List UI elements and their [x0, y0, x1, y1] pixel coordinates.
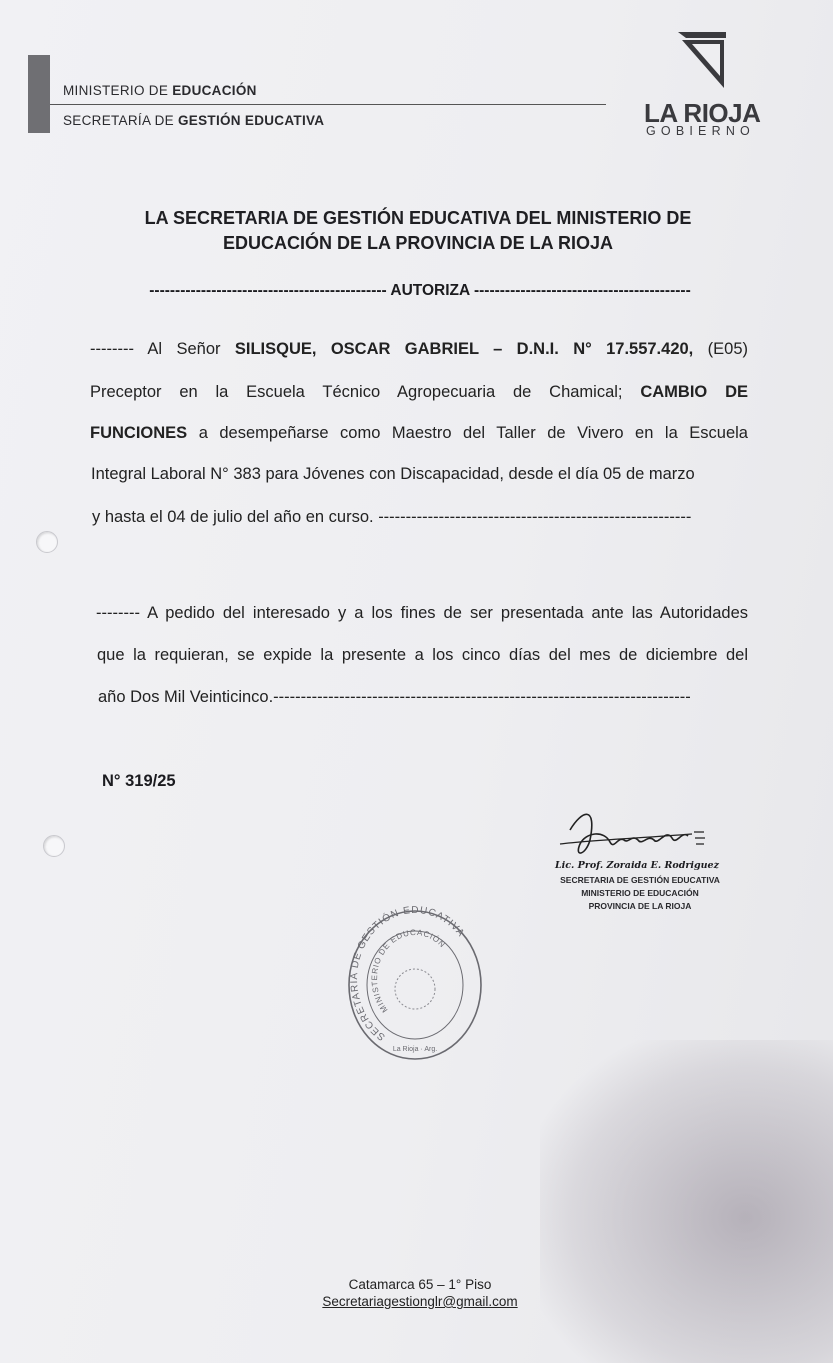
svg-text:MINISTERIO DE EDUCACIÓN: MINISTERIO DE EDUCACIÓN: [369, 927, 448, 1015]
para1-line-4: Integral Laboral N° 383 para Jóvenes con Discapacidad, desde el día 05 de marzo: [91, 465, 695, 483]
para2-line-1: [96, 604, 748, 623]
secretary-bold: GESTIÓN EDUCATIVA: [178, 113, 325, 128]
header-divider: [50, 104, 606, 105]
signatory-role-1: SECRETARIA DE GESTIÓN EDUCATIVA: [560, 875, 720, 885]
punch-hole-top: [36, 531, 58, 553]
para1-line-2: [90, 383, 748, 402]
title-line-2: EDUCACIÓN DE LA PROVINCIA DE LA RIOJA: [222, 233, 614, 253]
para2-l1: -------- A pedido del interesado y a los fines de ser presentada ante las Autoridades: [96, 604, 748, 622]
autoriza-right-dashes: ------------------------------------------: [473, 282, 691, 299]
secretary-prefix: SECRETARÍA DE: [63, 113, 174, 128]
para1-l2-a: Preceptor en la Escuela Técnico Agropecuaria de Chamical;: [90, 383, 623, 401]
header-side-bar: [28, 55, 50, 133]
punch-hole-bottom: [43, 835, 65, 857]
footer-email[interactable]: [300, 1294, 540, 1309]
official-seal-stamp: [346, 905, 484, 1065]
ministry-bold: EDUCACIÓN: [172, 83, 257, 98]
document-title: [90, 206, 746, 256]
para1-line-1: [90, 340, 748, 359]
para1-line-5: y hasta el 04 de julio del año en curso. ---------------------------------------------------------: [92, 508, 692, 526]
autoriza-word: AUTORIZA: [390, 282, 470, 299]
resolution-number: N° 319/25: [102, 772, 176, 790]
para1-l1-c: (E05): [707, 340, 748, 358]
svg-text:SECRETARIA DE GESTIÓN EDUCATIV: SECRETARIA DE GESTIÓN EDUCATIVA: [348, 905, 467, 1043]
svg-text:La Rioja · Arg.: La Rioja · Arg.: [392, 1046, 438, 1053]
photo-shadow: [540, 1040, 833, 1363]
logo-sub: GOBIERNO: [646, 124, 755, 138]
ministry-prefix: MINISTERIO DE: [63, 83, 169, 98]
para1-l1-a: -------- Al Señor: [90, 340, 221, 358]
signatory-role-3: PROVINCIA DE LA RIOJA: [588, 901, 692, 911]
secretary-heading: [63, 113, 324, 128]
employee-name-dni: SILISQUE, OSCAR GABRIEL – D.N.I. N° 17.557.420,: [234, 340, 694, 358]
para1-line-3: [90, 424, 748, 443]
para2-line-2: [97, 646, 748, 665]
la-rioja-logo-icon: [676, 30, 728, 92]
para1-l3-b: a desempeñarse como Maestro del Taller de Vivero en la Escuela: [198, 424, 748, 442]
ministry-heading: [63, 83, 257, 98]
footer-address: Catamarca 65 – 1° Piso: [348, 1277, 492, 1292]
autoriza-left-dashes: ----------------------------------------------: [149, 282, 387, 299]
title-line-1: LA SECRETARIA DE GESTIÓN EDUCATIVA DEL MINISTERIO DE: [144, 208, 692, 228]
autoriza-line: [100, 282, 740, 300]
signatory-role-2: MINISTERIO DE EDUCACIÓN: [581, 888, 699, 898]
funciones: FUNCIONES: [90, 424, 188, 442]
signatory-name: Lic. Prof. Zoraida E. Rodriguez: [554, 860, 719, 871]
cambio-de: CAMBIO DE: [640, 383, 748, 401]
logo-name: LA RIOJA: [644, 98, 761, 128]
para2-l2: que la requieran, se expide la presente a los cinco días del mes de diciembre del: [97, 646, 748, 664]
footer-email-link[interactable]: Secretariagestionglr@gmail.com: [322, 1294, 518, 1309]
para2-line-3: año Dos Mil Veinticinco.----------------------------------------------------------------------------: [98, 688, 691, 706]
